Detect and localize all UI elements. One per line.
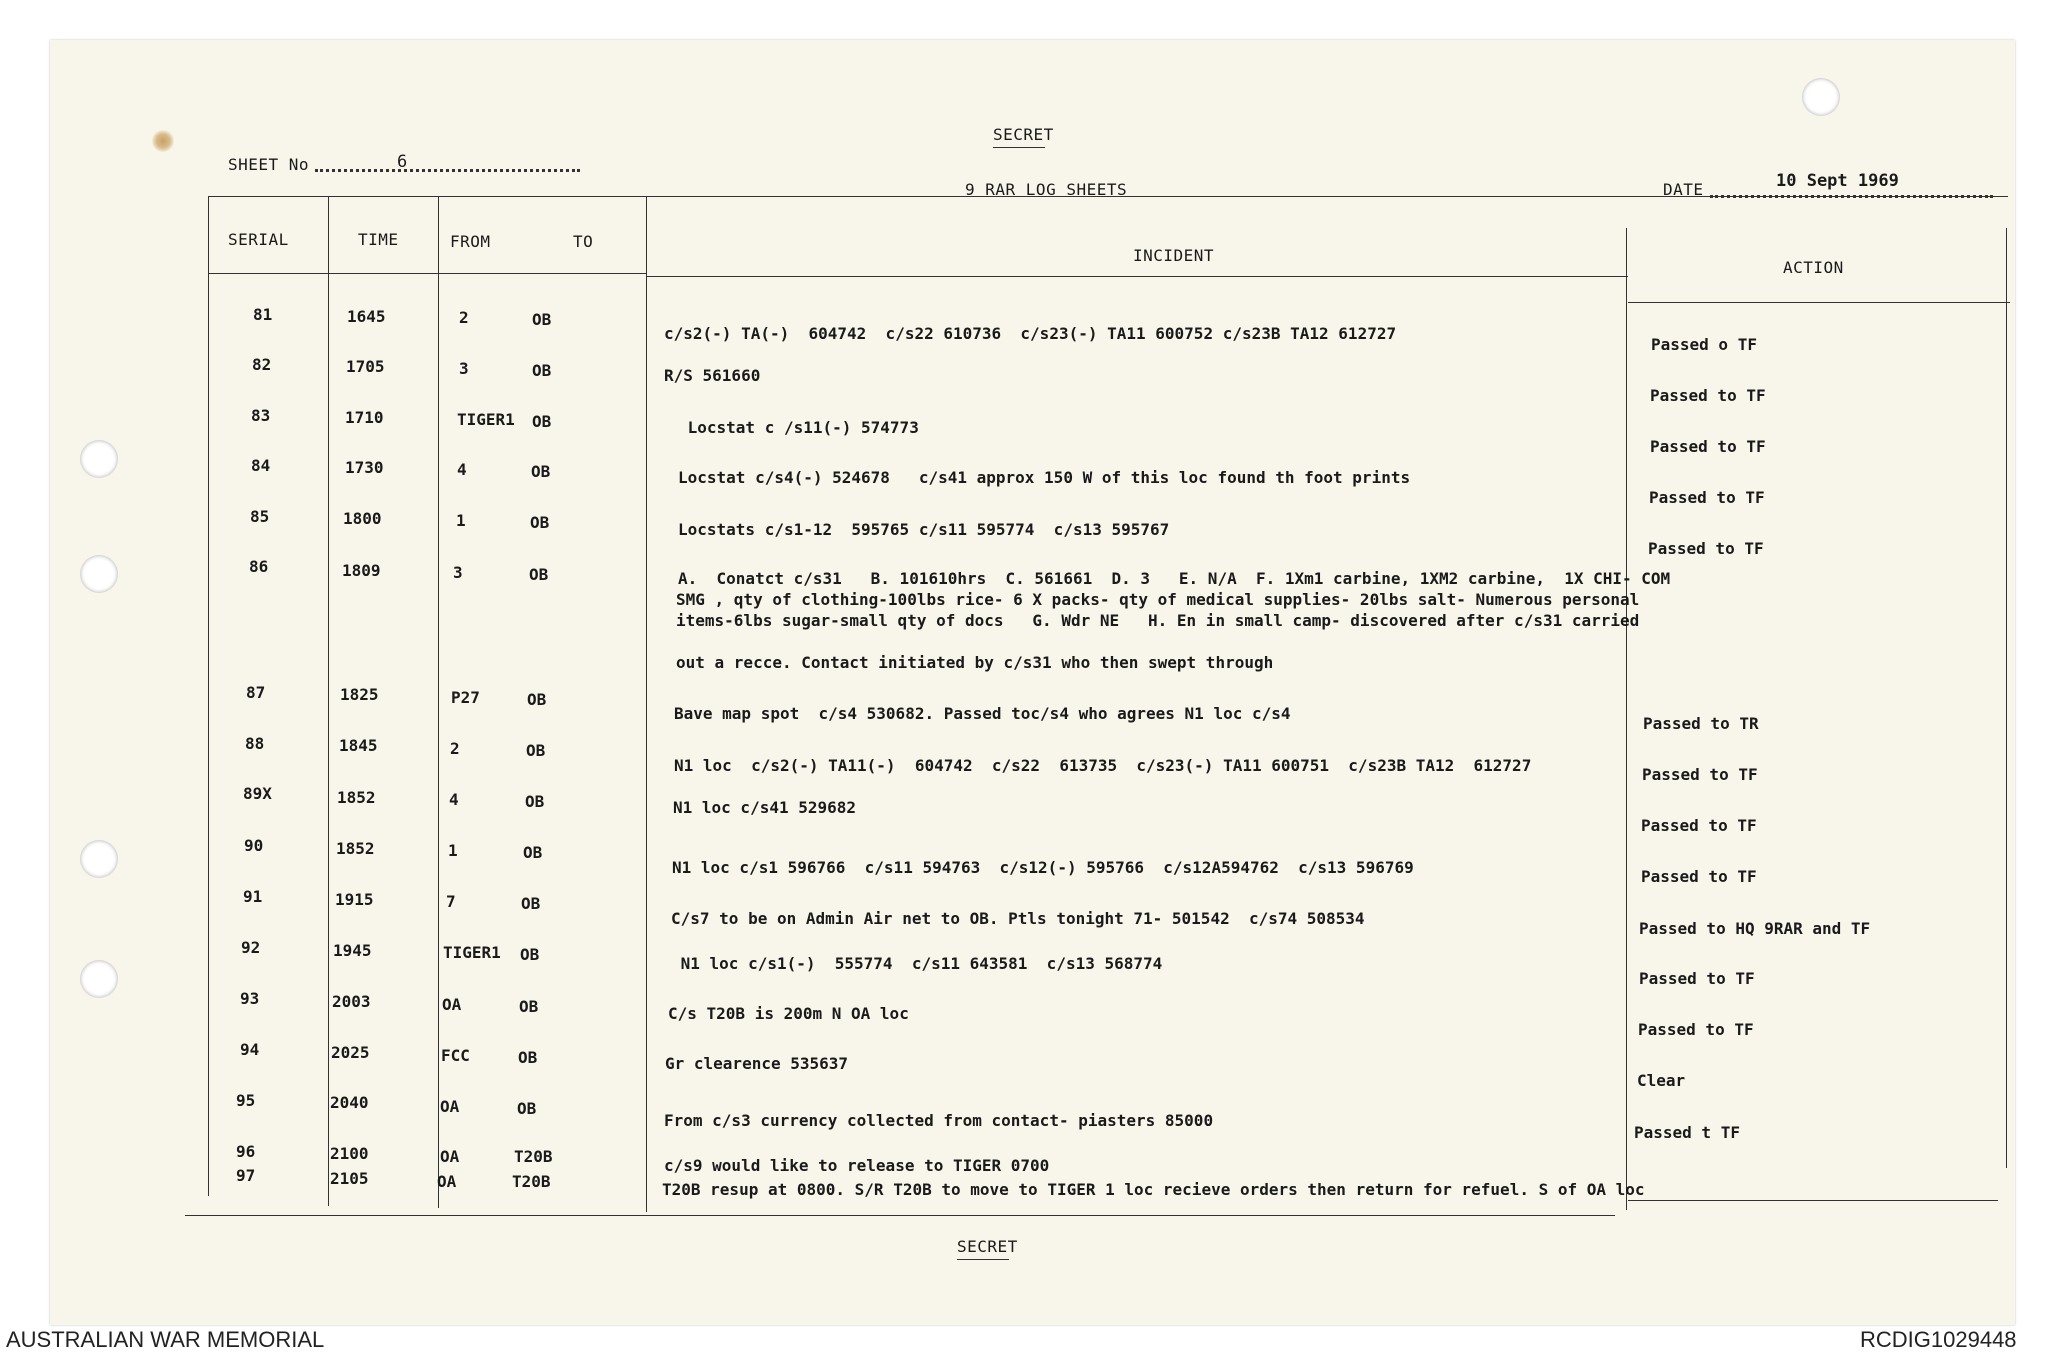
serial-cell: 96 <box>236 1142 256 1161</box>
column-divider <box>438 196 439 1208</box>
table-top-border <box>208 196 2008 197</box>
incident-line: R/S 561660 <box>664 366 761 385</box>
from-cell: TIGER1 <box>443 943 501 962</box>
serial-cell: 85 <box>250 507 270 526</box>
date-value: 10 Sept 1969 <box>1776 171 1899 191</box>
from-cell: 2 <box>450 739 460 758</box>
incident-line: C/s T20B is 200m N OA loc <box>668 1004 909 1023</box>
action-cell: Passed to TF <box>1638 1020 1754 1039</box>
document-title: 9 RAR LOG SHEETS <box>965 180 1128 199</box>
header-incident: INCIDENT <box>1133 246 1215 265</box>
from-cell: 3 <box>459 359 469 378</box>
archive-id: RCDIG1029448 <box>1860 1327 2017 1352</box>
header-bottom-border-mid <box>646 276 1628 277</box>
serial-cell: 92 <box>241 938 261 957</box>
column-divider <box>2006 228 2007 1168</box>
serial-cell: 83 <box>251 406 271 425</box>
time-cell: 1730 <box>345 458 384 477</box>
incident-line: N1 loc c/s2(-) TA11(-) 604742 c/s22 613735 c/s23(-) TA11 600751 c/s23B TA12 612727 <box>674 756 1532 775</box>
from-cell: OA <box>440 1097 460 1116</box>
header-action: ACTION <box>1783 258 1844 277</box>
action-cell: Passed to TF <box>1642 765 1758 784</box>
to-cell: T20B <box>512 1172 551 1191</box>
incident-line: Gr clearence 535637 <box>665 1054 849 1073</box>
incident-line: out a recce. Contact initiated by c/s31 who then swept through <box>676 653 1274 672</box>
classification-top: SECRET <box>993 125 1054 144</box>
from-cell: 4 <box>457 460 467 479</box>
time-cell: 1800 <box>343 509 382 528</box>
incident-line: Locstats c/s1-12 595765 c/s11 595774 c/s13 595767 <box>678 520 1170 539</box>
time-cell: 1645 <box>347 307 386 326</box>
incident-line: A. Conatct c/s31 B. 101610hrs C. 561661 D. 3 E. N/A F. 1Xm1 carbine, 1XM2 carbine, 1X CHI- COM <box>678 569 1671 588</box>
punch-hole <box>80 960 118 998</box>
time-cell: 2025 <box>331 1043 370 1062</box>
from-cell: 3 <box>453 563 463 582</box>
incident-line: c/s9 would like to release to TIGER 0700 <box>664 1156 1050 1175</box>
from-cell: TIGER1 <box>457 410 515 429</box>
serial-cell: 82 <box>252 355 272 374</box>
column-divider <box>646 196 647 1212</box>
serial-cell: 86 <box>249 557 269 576</box>
serial-cell: 90 <box>244 836 264 855</box>
time-cell: 1845 <box>339 736 378 755</box>
serial-cell: 89X <box>243 784 272 803</box>
action-cell: Passed to TF <box>1650 386 1766 405</box>
to-cell: OB <box>520 945 540 964</box>
table-bottom-border-right <box>1628 1200 1998 1201</box>
serial-cell: 87 <box>246 683 266 702</box>
to-cell: OB <box>525 792 545 811</box>
punch-hole <box>1802 78 1840 116</box>
time-cell: 1825 <box>340 685 379 704</box>
column-divider <box>1626 228 1627 1210</box>
to-cell: OB <box>517 1099 537 1118</box>
header-to: TO <box>573 232 594 251</box>
incident-line: Locstat c /s11(-) 574773 <box>678 418 919 437</box>
time-cell: 1710 <box>345 408 384 427</box>
from-cell: OA <box>440 1147 460 1166</box>
from-cell: 1 <box>456 511 466 530</box>
date-field <box>1710 171 1993 198</box>
from-cell: 4 <box>449 790 459 809</box>
action-cell: Passed t TF <box>1634 1123 1740 1142</box>
time-cell: 2100 <box>330 1144 369 1163</box>
header-bottom-border-left <box>208 273 646 274</box>
incident-line: C/s7 to be on Admin Air net to OB. Ptls tonight 71- 501542 c/s74 508534 <box>671 909 1365 928</box>
classification-underline <box>957 1259 1009 1260</box>
to-cell: OB <box>532 310 552 329</box>
serial-cell: 95 <box>236 1091 256 1110</box>
serial-cell: 91 <box>243 887 263 906</box>
serial-cell: 94 <box>240 1040 260 1059</box>
to-cell: OB <box>519 997 539 1016</box>
sheet-number: 6 <box>397 152 408 172</box>
punch-hole <box>80 440 118 478</box>
from-cell: 7 <box>446 892 456 911</box>
table-bottom-border <box>185 1215 1615 1216</box>
paper-stain <box>152 130 174 152</box>
column-divider <box>208 196 209 1196</box>
to-cell: OB <box>527 690 547 709</box>
sheet-number-field <box>315 152 580 172</box>
to-cell: OB <box>526 741 546 760</box>
action-cell: Passed o TF <box>1651 335 1757 354</box>
time-cell: 2040 <box>330 1093 369 1112</box>
incident-line: items-6lbs sugar-small qty of docs G. Wdr NE H. En in small camp- discovered after c/s31 carried <box>676 611 1640 630</box>
incident-line: N1 loc c/s1 596766 c/s11 594763 c/s12(-) 595766 c/s12A594762 c/s13 596769 <box>672 858 1414 877</box>
time-cell: 1852 <box>336 839 375 858</box>
incident-line: N1 loc c/s41 529682 <box>673 798 857 817</box>
to-cell: OB <box>531 462 551 481</box>
time-cell: 1852 <box>337 788 376 807</box>
to-cell: OB <box>518 1048 538 1067</box>
action-cell: Passed to TF <box>1650 437 1766 456</box>
action-cell: Passed to TF <box>1641 816 1757 835</box>
from-cell: P27 <box>451 688 480 707</box>
to-cell: OB <box>529 565 549 584</box>
incident-line: T20B resup at 0800. S/R T20B to move to TIGER 1 loc recieve orders then return for refuel. S of OA loc <box>662 1180 1645 1199</box>
sheet-label: SHEET No <box>228 155 310 174</box>
incident-line: SMG , qty of clothing-100lbs rice- 6 X packs- qty of medical supplies- 20lbs salt- Numerous personal <box>676 590 1640 609</box>
from-cell: 2 <box>459 308 469 327</box>
incident-line: Bave map spot c/s4 530682. Passed toc/s4 who agrees N1 loc c/s4 <box>674 704 1291 723</box>
date-label: DATE <box>1663 180 1704 199</box>
classification-bottom: SECRET <box>957 1237 1018 1256</box>
time-cell: 1915 <box>335 890 374 909</box>
serial-cell: 88 <box>245 734 265 753</box>
header-time: TIME <box>358 230 399 249</box>
classification-underline <box>993 147 1045 148</box>
action-cell: Passed to TR <box>1643 714 1759 733</box>
incident-line: N1 loc c/s1(-) 555774 c/s11 643581 c/s13 568774 <box>671 954 1163 973</box>
from-cell: 1 <box>448 841 458 860</box>
action-cell: Passed to TF <box>1648 539 1764 558</box>
incident-line: c/s2(-) TA(-) 604742 c/s22 610736 c/s23(-) TA11 600752 c/s23B TA12 612727 <box>664 324 1397 343</box>
time-cell: 2105 <box>330 1169 369 1188</box>
time-cell: 1809 <box>342 561 381 580</box>
to-cell: OB <box>521 894 541 913</box>
header-from: FROM <box>450 232 491 251</box>
to-cell: OB <box>532 361 552 380</box>
archive-name: AUSTRALIAN WAR MEMORIAL <box>6 1327 325 1352</box>
header-serial: SERIAL <box>228 230 289 249</box>
time-cell: 2003 <box>332 992 371 1011</box>
from-cell: OA <box>437 1172 457 1191</box>
to-cell: OB <box>523 843 543 862</box>
from-cell: OA <box>442 995 462 1014</box>
action-cell: Passed to TF <box>1649 488 1765 507</box>
punch-hole <box>80 840 118 878</box>
to-cell: OB <box>532 412 552 431</box>
serial-cell: 97 <box>236 1166 256 1185</box>
incident-line: Locstat c/s4(-) 524678 c/s41 approx 150 W of this loc found th foot prints <box>678 468 1411 487</box>
incident-line: From c/s3 currency collected from contact- piasters 85000 <box>664 1111 1214 1130</box>
serial-cell: 93 <box>240 989 260 1008</box>
to-cell: OB <box>530 513 550 532</box>
serial-cell: 84 <box>251 456 271 475</box>
header-bottom-border-right <box>1628 302 2010 303</box>
action-cell: Passed to HQ 9RAR and TF <box>1639 919 1871 938</box>
serial-cell: 81 <box>253 305 273 324</box>
to-cell: T20B <box>514 1147 553 1166</box>
action-cell: Clear <box>1637 1071 1686 1090</box>
punch-hole <box>80 555 118 593</box>
from-cell: FCC <box>441 1046 470 1065</box>
column-divider <box>328 196 329 1206</box>
time-cell: 1945 <box>333 941 372 960</box>
action-cell: Passed to TF <box>1639 969 1755 988</box>
time-cell: 1705 <box>346 357 385 376</box>
action-cell: Passed to TF <box>1641 867 1757 886</box>
